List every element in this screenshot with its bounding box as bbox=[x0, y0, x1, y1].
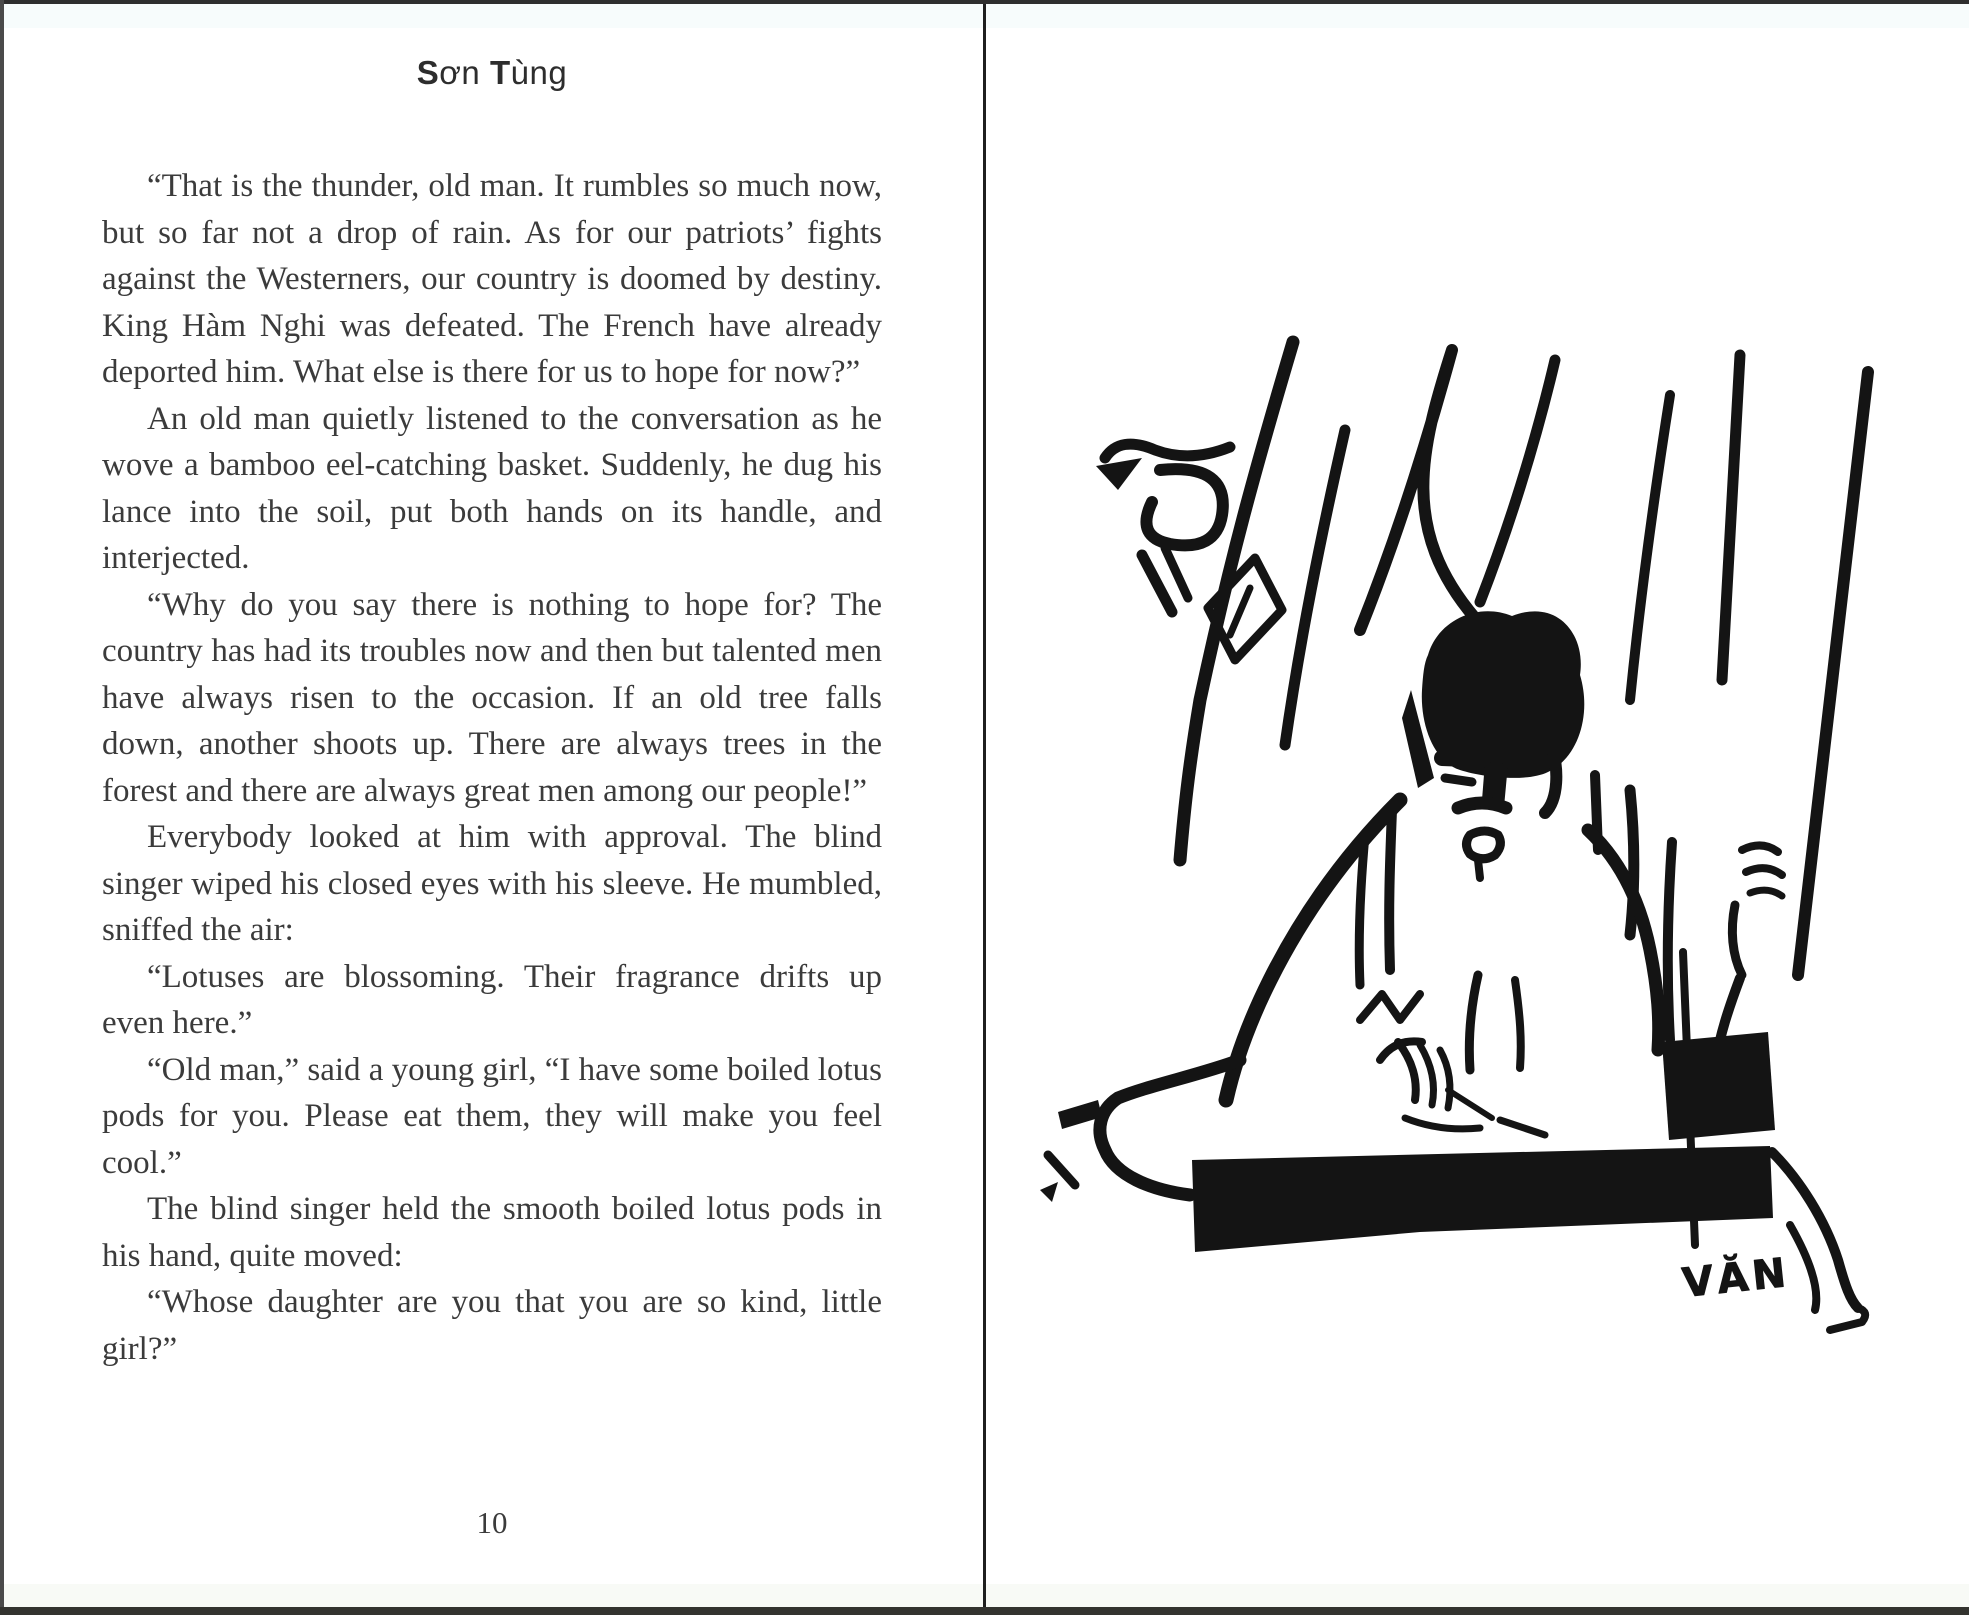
top-border bbox=[0, 0, 1969, 4]
paragraph: “Old man,” said a young girl, “I have some boiled lotus pods for you. Please eat them, they will make you feel cool.” bbox=[102, 1051, 882, 1181]
bird-sketch bbox=[1096, 444, 1230, 612]
page-number: 10 bbox=[476, 1505, 508, 1540]
page-divider bbox=[983, 0, 986, 1615]
table-bar bbox=[1192, 1146, 1773, 1252]
ink-box bbox=[1662, 1032, 1775, 1140]
running-header bbox=[102, 55, 882, 91]
paragraph: “That is the thunder, old man. It rumbles so much now, but so far not a drop of rain. As for our patriots’ fights against the Westerners, our country is doomed by destiny. King Hàm Nghi was defeated. The French have already deported him. What else is there for us to hope for now?” bbox=[102, 168, 882, 390]
left-border bbox=[0, 0, 4, 1615]
paragraph: An old man quietly listened to the conversation as he wove a bamboo eel-catching basket. Suddenly, he dug his lance into the soil, put both hands on its handle, and interjected. bbox=[102, 400, 882, 576]
bottom-border bbox=[0, 1607, 1969, 1615]
paragraph: The blind singer held the smooth boiled lotus pods in his hand, quite moved: bbox=[102, 1191, 882, 1274]
author-initial-1: S bbox=[416, 54, 440, 91]
paragraph: Everybody looked at him with approval. The blind singer wiped his closed eyes with his sleeve. He mumbled, sniffed the air: bbox=[102, 819, 882, 948]
ink-illustration bbox=[1030, 330, 1890, 1340]
scan-tint-top bbox=[4, 4, 1969, 28]
author-rest-1: ơn bbox=[439, 54, 490, 91]
author-initial-2: T bbox=[489, 54, 511, 91]
paragraph: “Why do you say there is nothing to hope for? The country has had its troubles now and then but talented men have always risen to the occasion. If an old tree falls down, another shoots up. There are always trees in the forest and there are always great men among our people!” bbox=[102, 586, 882, 809]
artist-signature: VĂN bbox=[1680, 1249, 1792, 1307]
body-text bbox=[102, 163, 882, 1372]
author-rest-2: ùng bbox=[510, 54, 568, 91]
paragraph: “Whose daughter are you that you are so kind, little girl?” bbox=[102, 1284, 882, 1367]
paragraph: “Lotuses are blossoming. Their fragrance drifts up even here.” bbox=[102, 958, 882, 1041]
